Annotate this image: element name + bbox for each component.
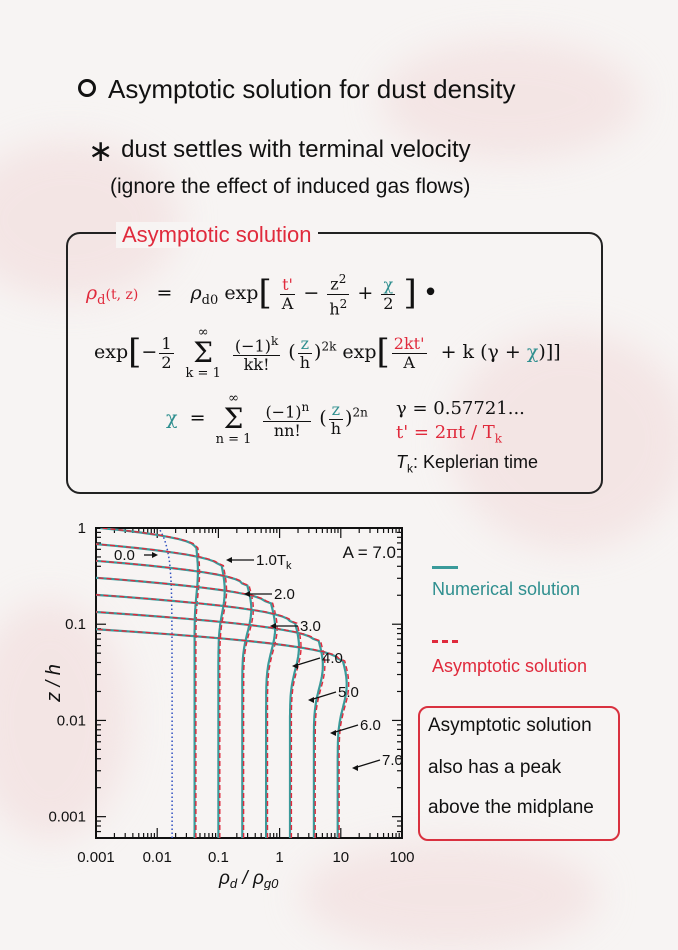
x-axis-label: $\rho_d / \rho_{g0}$ bbox=[219, 868, 279, 890]
legend-asymptotic-label: Asymptotic solution bbox=[432, 656, 588, 676]
y-tick-label: 0.1 bbox=[65, 616, 86, 634]
time-arrowhead bbox=[244, 591, 250, 597]
tk-definition: $T_k$: Keplerian time bbox=[396, 452, 539, 476]
time-label: 4.0 bbox=[322, 650, 343, 667]
subheading bbox=[88, 130, 471, 168]
equation-line-3: χ = ∞ Σ n = 1 $\frac{(-1)^n}{nn!}$ ( $\frac{z}{h}$ )$^{2n}$ bbox=[166, 391, 368, 447]
note-line-3: above the midplane bbox=[428, 797, 594, 818]
subnote: (ignore the effect of induced gas flows) bbox=[110, 175, 471, 198]
note-line-2: also has a peak bbox=[428, 757, 562, 778]
frac-chi-over-2: $\frac{\chi}{2}$ bbox=[383, 274, 394, 313]
frac-z2-over-h2: $\frac{z^2}{h^2}$ bbox=[329, 272, 348, 318]
chi-def: χ bbox=[166, 407, 178, 429]
circle-bullet-icon bbox=[78, 79, 96, 97]
note-line-1: Asymptotic solution bbox=[428, 715, 592, 736]
lhs: $\rho_d(t$, z) bbox=[86, 282, 139, 308]
initial-profile-line bbox=[159, 528, 172, 838]
y-axis-label: z / h bbox=[43, 664, 65, 702]
frac-neg1k-over-kk: $\frac{(-1)^k}{kk!}$ bbox=[234, 333, 279, 375]
asymptotic-solution-line bbox=[0, 528, 277, 838]
legend-asymptotic-swatch bbox=[432, 640, 458, 643]
exp-text-2: exp bbox=[94, 341, 129, 363]
y-tick-label: 0.001 bbox=[48, 808, 86, 826]
y-tick-label: 1 bbox=[77, 520, 86, 537]
time-arrowhead bbox=[330, 730, 336, 736]
subheading-text: dust settles with terminal velocity bbox=[121, 136, 471, 163]
equation-line-2: exp[− $\frac{1}{2}$ ∞ Σ k = 1 $\frac{(-1)^k}{kk!}$ ( $\frac{z}{h}$ )$^{2k}$ exp[ $\frac{2kt'}{A}$ + k (γ + χ)]] bbox=[94, 325, 561, 381]
plot-area bbox=[0, 520, 415, 890]
asymptotic-solution-line bbox=[102, 528, 200, 838]
exp-2k: 2k bbox=[321, 339, 337, 354]
frac-z-over-h: $\frac{z}{h}$ bbox=[299, 333, 311, 372]
tprime-definition: $t' = 2\pi t / T_k$ bbox=[396, 422, 503, 446]
asymptotic-solution-line bbox=[0, 528, 227, 838]
time-arrowhead bbox=[226, 557, 232, 563]
time-label: 5.0 bbox=[338, 684, 359, 701]
numerical-solution-line bbox=[0, 528, 275, 838]
frac-z-over-h-2: $\frac{z}{h}$ bbox=[330, 399, 342, 438]
annotation-a-value: A = 7.0 bbox=[342, 543, 396, 562]
time-label: 6.0 bbox=[360, 717, 381, 734]
equals-sign-3: = bbox=[189, 407, 206, 429]
heading-text: Asymptotic solution for dust density bbox=[108, 74, 516, 104]
frac-one-half: $\frac{1}{2}$ bbox=[161, 333, 172, 372]
numerical-solution-line bbox=[0, 528, 225, 838]
bullet-dot: • bbox=[422, 278, 439, 308]
time-arrowhead bbox=[308, 697, 314, 703]
chi-2: χ bbox=[526, 341, 539, 363]
x-tick-label: 0.1 bbox=[207, 849, 229, 866]
plus-k-gamma: + k (γ + bbox=[440, 341, 521, 363]
equals-sign: = bbox=[156, 282, 173, 304]
y-tick-label: 0.01 bbox=[56, 712, 86, 730]
rho-d0-sub: d0 bbox=[201, 292, 219, 308]
x-tick-label: 10 bbox=[332, 849, 350, 866]
numerical-solution-line bbox=[0, 528, 251, 838]
sum-k: ∞ Σ k = 1 bbox=[185, 325, 221, 381]
x-tick-label: 100 bbox=[389, 849, 415, 866]
x-tick-label: 0.001 bbox=[77, 849, 115, 866]
plot-frame bbox=[96, 528, 402, 838]
x-tick-label: 1 bbox=[275, 849, 284, 866]
gamma-definition: γ = 0.57721... bbox=[396, 398, 525, 419]
time-label: 2.0 bbox=[274, 586, 295, 603]
time-label: 0.0 bbox=[114, 547, 135, 564]
x-tick-label: 0.01 bbox=[142, 849, 172, 866]
asymptotic-solution-line bbox=[0, 528, 253, 838]
equation-line-1: $\rho_d(t$, z) = $\rho_{d0}$ exp[ $\frac{t'}{A}$ − $\frac{z^2}{h^2}$ + $\frac{\chi}{2}$ ] • bbox=[86, 272, 439, 318]
heading bbox=[78, 74, 516, 105]
numerical-solution-line bbox=[100, 528, 197, 838]
exp-text: exp bbox=[224, 282, 259, 304]
time-arrowhead bbox=[152, 552, 158, 558]
closing-brackets: )]] bbox=[538, 341, 561, 363]
frac-t-over-a: $\frac{t'}{A}$ bbox=[281, 274, 294, 313]
legend-numerical-swatch bbox=[432, 566, 458, 569]
plus-sign: + bbox=[357, 282, 374, 304]
equation-box-title: Asymptotic solution bbox=[116, 222, 318, 248]
time-label: 3.0 bbox=[300, 618, 321, 635]
time-arrowhead bbox=[352, 765, 358, 771]
frac-2kt-over-a: $\frac{2kt'}{A}$ bbox=[393, 333, 425, 372]
legend-numerical-label: Numerical solution bbox=[432, 579, 581, 599]
frac-neg1n-over-nn: $\frac{(-1)^n}{nn!}$ bbox=[265, 399, 310, 441]
rho-d0: ρ bbox=[190, 282, 202, 304]
time-label: 7.0 bbox=[382, 752, 403, 769]
minus-sign: − bbox=[303, 282, 320, 304]
time-label: $1.0T_k$ bbox=[256, 552, 292, 572]
exp-2n: 2n bbox=[352, 405, 368, 420]
sum-n: ∞ Σ n = 1 bbox=[215, 391, 252, 447]
asterisk-bullet: ∗ bbox=[88, 135, 114, 168]
exp-text-3: exp bbox=[342, 341, 377, 363]
